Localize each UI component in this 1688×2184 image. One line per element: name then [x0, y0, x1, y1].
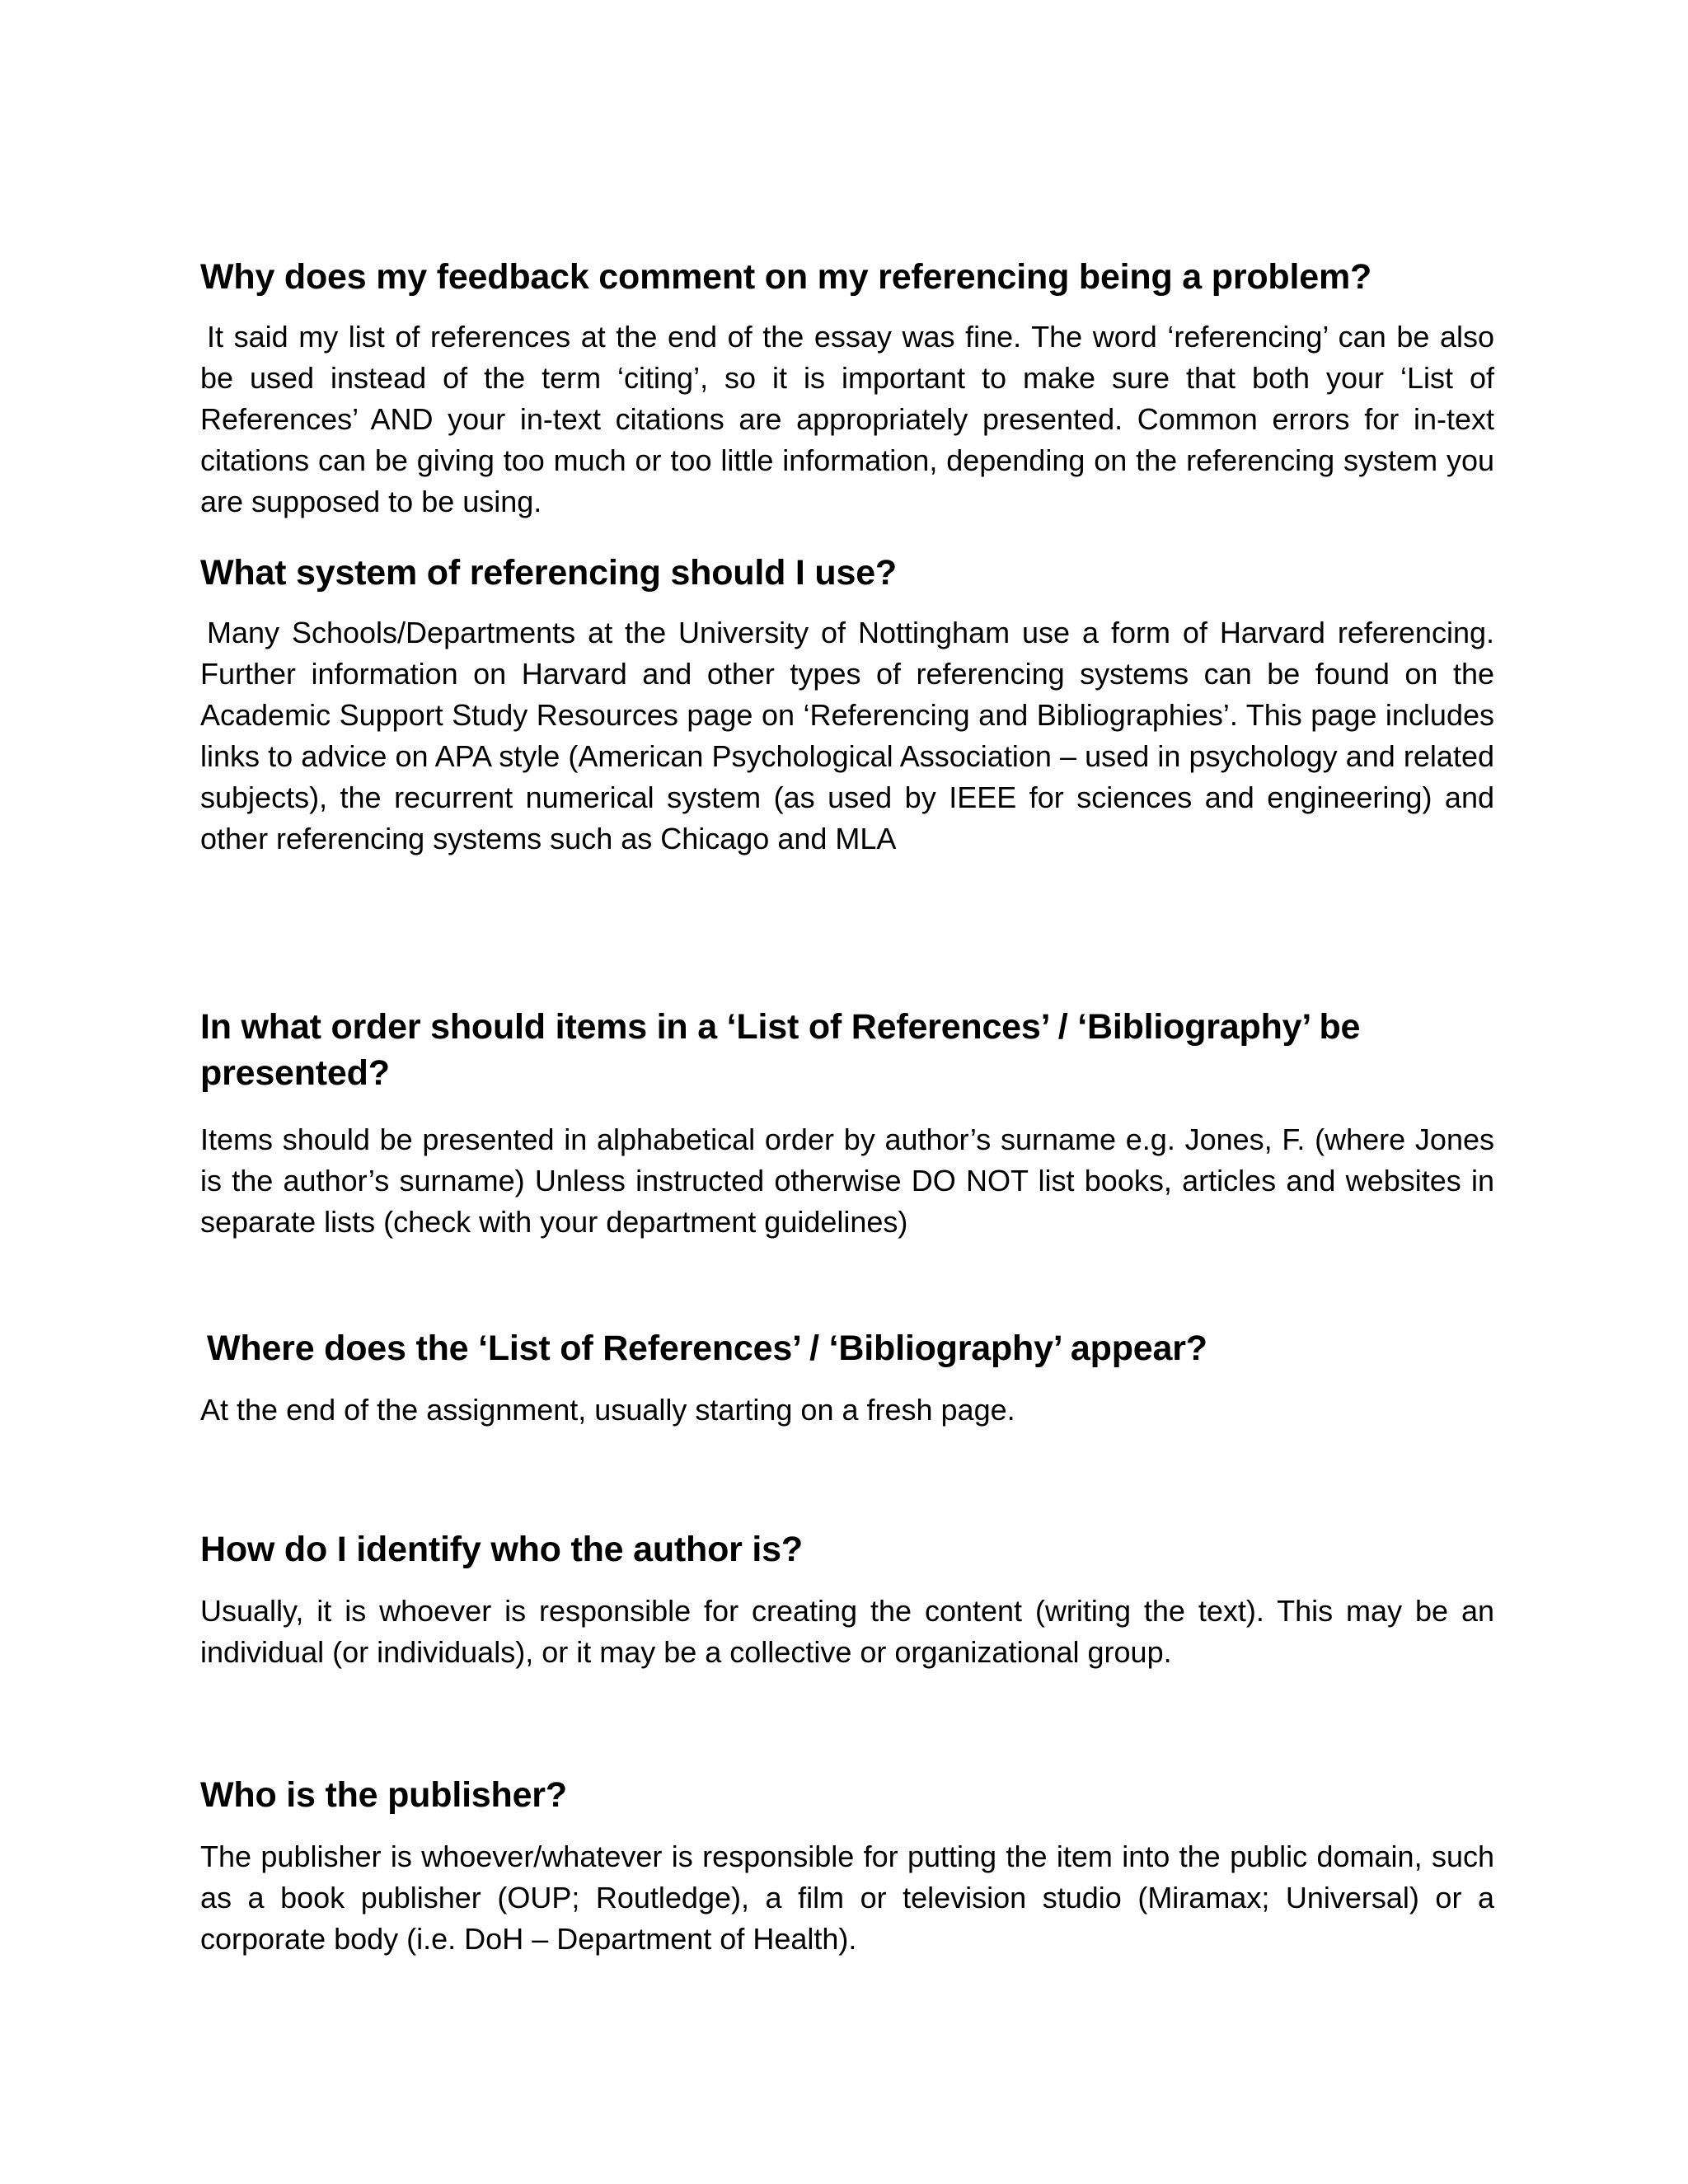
section-body: Usually, it is whoever is responsible for creating the content (writing the text). This may be an individual (or individuals), or it may be a collective or organizational group. [200, 1594, 1494, 1669]
section-heading: Who is the publisher? [200, 1775, 567, 1815]
faq-section-author [200, 1526, 1494, 1673]
section-body: Many Schools/Departments at the University of Nottingham use a form of Harvard referencing. Further information on Harvard and other types of referencing systems can be found on the Academic Support Study Resources page on ‘Referencing and Bibliographies’. This page includes links to advice on APA style (American Psychological Association – used in psychology and related subjects), the recurrent numerical system (as used by IEEE for sciences and engineering) and other referencing systems such as Chicago and MLA [200, 616, 1494, 855]
section-heading: What system of referencing should I use? [200, 553, 897, 593]
section-body: It said my list of references at the end of the essay was fine. The word ‘referencing’ can be also be used instead of the term ‘citing’, so it is important to make sure that both your ‘List of References’ AND your in-text citations are appropriately presented. Common errors for in-text citations can be giving too much or too little information, depending on the referencing system you are supposed to be using. [200, 320, 1494, 518]
faq-section-list-order [200, 1004, 1494, 1243]
section-heading: In what order should items in a ‘List of References’ / ‘Bibliography’ be presented? [200, 1007, 1361, 1093]
section-body: Items should be presented in alphabetical order by author’s surname e.g. Jones, F. (where Jones is the author’s surname) Unless instructed otherwise DO NOT list books, articles and websites in separate lists (check with your department guidelines) [200, 1122, 1494, 1239]
section-body: At the end of the assignment, usually starting on a fresh page. [200, 1393, 1015, 1427]
faq-section-list-location [200, 1325, 1494, 1431]
section-heading: Why does my feedback comment on my referencing being a problem? [200, 257, 1372, 297]
section-body: The publisher is whoever/whatever is responsible for putting the item into the public domain, such as a book publisher (OUP; Routledge), a film or television studio (Miramax; Universal) or a corporate body (i.e. DoH – Department of Health). [200, 1840, 1494, 1956]
faq-section-publisher [200, 1772, 1494, 1960]
section-heading: How do I identify who the author is? [200, 1530, 803, 1569]
section-heading: Where does the ‘List of References’ / ‘Bibliography’ appear? [207, 1329, 1207, 1368]
faq-section-referencing-problem [200, 254, 1494, 523]
faq-section-referencing-system [200, 550, 1494, 860]
